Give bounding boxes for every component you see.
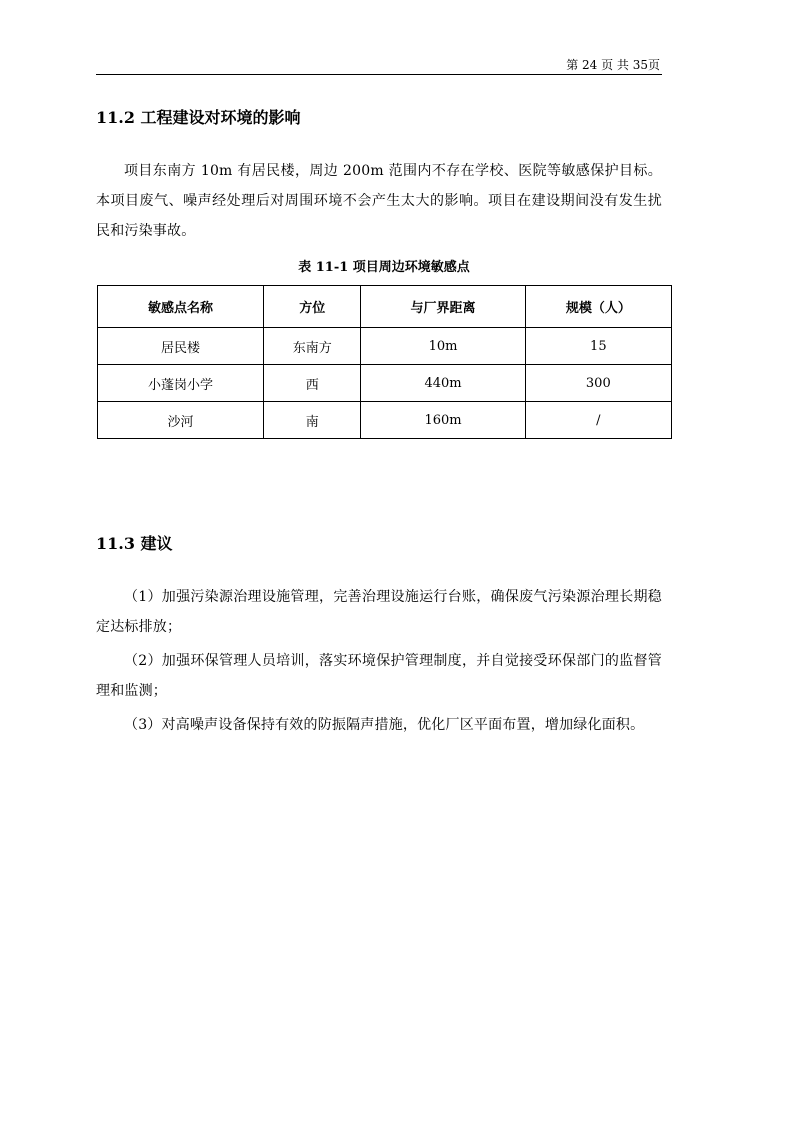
table-caption: 表 11-1 项目周边环境敏感点 <box>298 260 470 275</box>
table-row <box>98 365 672 402</box>
suggestion-item-1: （1）加强污染源治理设施管理，完善治理设施运行台账，确保废气污染源治理长期稳定达标排放； <box>96 589 662 635</box>
sensitive-points-table <box>97 285 672 439</box>
impact-paragraph: 项目东南方 10m 有居民楼，周边 200m 范围内不存在学校、医院等敏感保护目标。本项目废气、噪声经处理后对周围环境不会产生太大的影响。项目在建设期间没有发生扰民和污染事故。 <box>96 163 662 239</box>
cell-scale: / <box>525 402 671 439</box>
cell-scale: 15 <box>525 328 671 365</box>
cell-direction: 南 <box>264 402 361 439</box>
page-number: 第 24 页 共 35页 <box>566 58 660 72</box>
page-header <box>96 60 662 75</box>
suggestion-item-2: （2）加强环保管理人员培训，落实环境保护管理制度，并自觉接受环保部门的监督管理和监测； <box>96 653 662 699</box>
table-row <box>98 402 672 439</box>
suggestion-item-3: （3）对高噪声设备保持有效的防振隔声措施，优化厂区平面布置，增加绿化面积。 <box>124 717 645 733</box>
cell-direction: 东南方 <box>264 328 361 365</box>
cell-direction: 西 <box>264 365 361 402</box>
table-row <box>98 328 672 365</box>
table-header-row <box>98 286 672 328</box>
cell-distance: 160m <box>361 402 525 439</box>
cell-name: 沙河 <box>98 402 264 439</box>
header-direction: 方位 <box>264 286 361 328</box>
cell-distance: 10m <box>361 328 525 365</box>
cell-distance: 440m <box>361 365 525 402</box>
header-distance: 与厂界距离 <box>361 286 525 328</box>
cell-scale: 300 <box>525 365 671 402</box>
cell-name: 小蓬岗小学 <box>98 365 264 402</box>
header-name: 敏感点名称 <box>98 286 264 328</box>
section-title-11-2: 11.2 工程建设对环境的影响 <box>96 108 301 127</box>
cell-name: 居民楼 <box>98 328 264 365</box>
section-title-11-3: 11.3 建议 <box>96 534 173 553</box>
header-scale: 规模（人） <box>525 286 671 328</box>
